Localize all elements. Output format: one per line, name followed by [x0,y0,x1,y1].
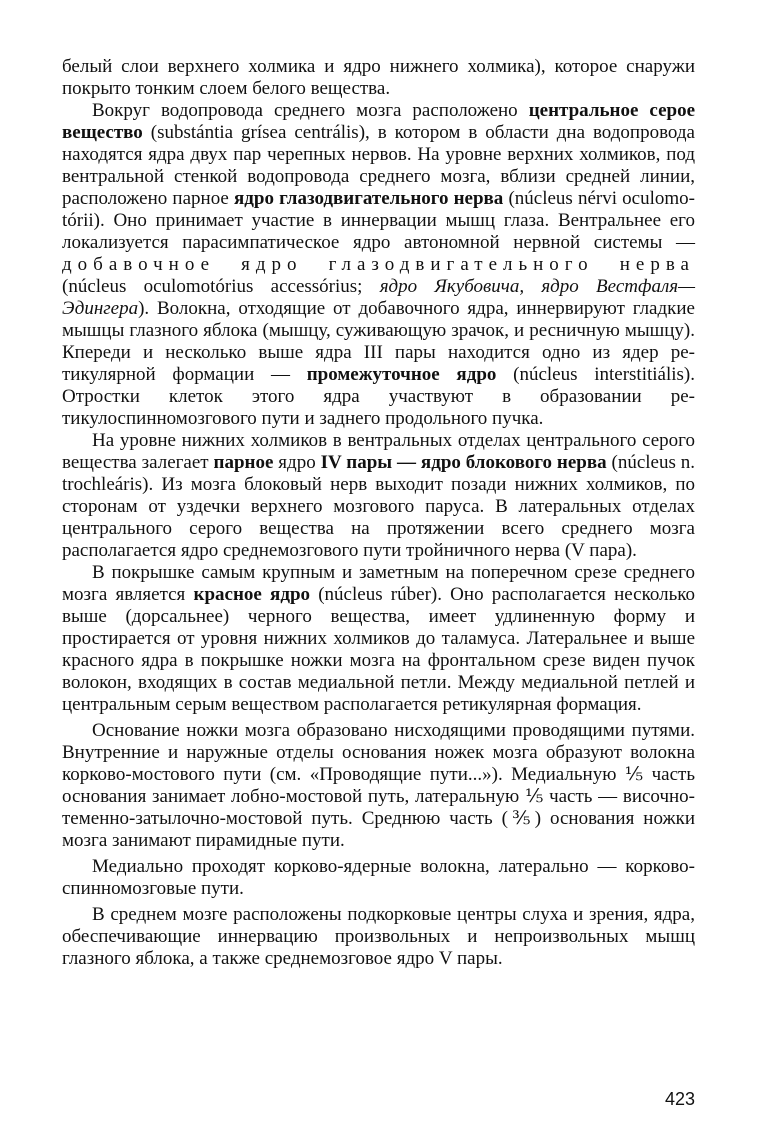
text-run: Медиально проходят корково-ядерные волокна, латерально — корково-спинномозговые пути. [62,856,695,899]
text-run: (núcleus oculomotórius accessórius; [62,276,380,297]
page-number: 423 [664,1089,695,1109]
text-run: Вокруг водопровода среднего мозга расположено [92,100,529,121]
text-run: (núcleus rúber). Оно располагается несколько выше (дорсальнее) черного вещества, имеет удлиненную форму и простирается от уровня нижних холмиков до таламуса. Латеральнее и выше красного ядра в покрышке ножки мозга на фронтальном срезе виден пучок волокон, входящих в состав медиальной петли. Между медиальной петлей и центральным серым веществом располагается ретикулярная формация. [62,584,696,715]
text-run: В среднем мозге расположены подкорковые центры слуха и зрения, ядра, обеспечивающие иннервацию произвольных и непроизвольных мышц глазного яблока, а также среднемозговое ядро V пары. [62,904,695,969]
text-run: ядро [273,452,321,473]
bold-term: промежуточное ядро [306,364,497,385]
text-run: На уровне нижних холмиков в вентральных отделах центрального серого вещества залегает [62,430,695,473]
paragraph [62,720,695,852]
paragraph [62,904,695,970]
paragraph [62,56,695,100]
text-run: (núcleus n. trochleáris). Из мозга блоковый нерв выходит позади нижних холмиков, по сторонам от уздечки верхнего мозгового паруса. В латеральных отделах центрального серого вещества на протяжении всего среднего мозга располагается ядро среднемозгового пути тройничного нерва (V пара). [62,452,696,561]
text-run: (núcleus interstitiális). Отростки клеток этого ядра участвуют в образовании ретикулоспинномозгового пути и заднего продольного пучка. [62,364,696,429]
text-run: Основание ножки мозга образовано нисходящими проводящими путями. Внутренние и наружные отделы основания ножек мозга образуют волокна корково-мостового пути (см. «Проводящие пути...»). Медиальную ⅕ часть основания занимает лобно-мостовой путь, латеральную ⅕ часть — височно-теменно-затылочно-мостовой путь. Среднюю часть (⅗) основания ножки мозга занимают пирамидные пути. [62,720,695,851]
text-run: В покрышке самым крупным и заметным на поперечном срезе среднего мозга является [62,562,695,605]
paragraph [62,856,695,900]
body-text [62,56,695,970]
text-run: ). Волокна, отходящие от добавочного ядра, иннервируют гладкие мышцы глазного яблока (мышцу, суживающую зрачок, и ресничную мышцу). Кпереди и несколько выше ядра III пары находится одно из ядер ретикулярной формации — [62,298,695,385]
text-run: (substántia grísea centrális), в котором в области дна водопровода находятся ядра двух пар черепных нервов. На уровне верхних холмиков, под вентральной стенкой водопровода среднего мозга, вблизи средней линии, расположено парное [62,122,695,209]
text-run: (núcleus nérvi oculomotórii). Оно принимает участие в иннервации мышц глаза. Вентральнее его локализуется парасимпатическое ядро автономной нервной системы — [62,188,695,253]
italic-term: ядро Якубовича, ядро Вестфаля—Эдингера [62,276,695,319]
bold-term: ядро глазодвигательного нерва [234,188,504,209]
bold-term: IV пары — ядро блокового нерва [320,452,607,473]
bold-term: парное [213,452,274,473]
spaced-term: добавочное ядро глазодвигательного нерва [62,254,695,275]
text-run: белый слои верхнего холмика и ядро нижнего холмика), которое снаружи покрыто тонким слоем белого вещества. [62,56,695,99]
paragraph [62,562,695,716]
bold-term: красное ядро [193,584,311,605]
paragraph [62,430,695,562]
paragraph [62,100,695,430]
bold-term: центральное серое вещество [62,100,695,143]
